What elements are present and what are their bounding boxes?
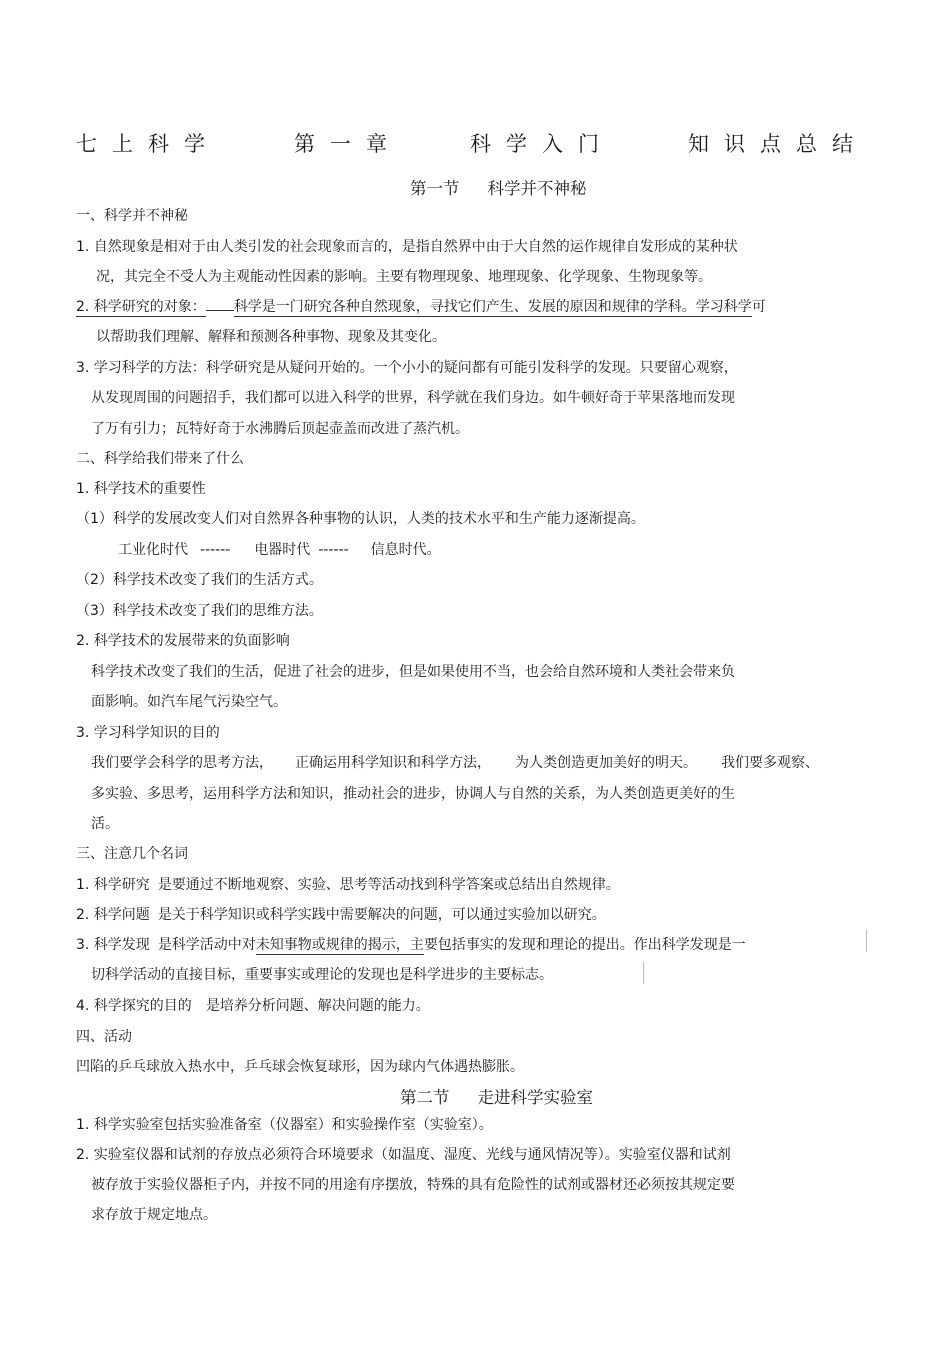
title-chapter: 第一章 <box>294 132 402 156</box>
term-4 <box>76 997 430 1015</box>
term-2-name: 2. 科学问题 <box>76 907 150 923</box>
sub-3-line-2: 多实验、多思考，运用科学方法和知识，推动社会的进步，协调人与自然的关系，为人类创造更美好的生 <box>91 786 735 802</box>
item-2-underlined-text: 科学是一门研究各种自然现象，寻找它们产生、发展的原因和规律的学科。学习科学 <box>233 299 752 315</box>
term-3-underlined-text: 未知事物或规律的揭示，主 <box>255 937 424 953</box>
scan-mark-1 <box>866 930 867 952</box>
title-subject: 七上科学 <box>76 132 220 156</box>
section-1-heading <box>410 175 587 199</box>
era-information: 信息时代。 <box>370 542 441 558</box>
term-4-name: 4. 科学探究的目的 <box>76 998 192 1014</box>
term-2 <box>76 906 606 924</box>
term-3-line-2: 切科学活动的直接目标，重要事实或理论的发现也是科学进步的主要标志。 <box>91 967 553 983</box>
sub-1-point-1: （1）科学的发展改变人们对自然界各种事物的认识，人类的技术水平和生产能力逐渐提高。 <box>76 511 645 527</box>
lab-item-2-line-3: 求存放于规定地点。 <box>91 1207 217 1223</box>
sub-3-part-d: 我们要多观察、 <box>721 755 819 771</box>
section-1-name: 科学并不神秘 <box>487 179 587 198</box>
term-1-definition: 是要通过不断地观察、实验、思考等活动找到科学答案或总结出自然规律。 <box>157 877 620 893</box>
item-3-line-2: 从发现周围的问题招手，我们都可以进入科学的世界，科学就在我们身边。如牛顿好奇于苹果落地而发现 <box>91 390 735 406</box>
era-electric: 电器时代 <box>254 542 311 558</box>
lab-item-1: 1. 科学实验室包括实验准备室（仪器室）和实验操作室（实验室）。 <box>76 1117 493 1133</box>
term-3-line-1 <box>76 936 746 954</box>
sub-1-heading: 1. 科学技术的重要性 <box>76 481 206 497</box>
document-title <box>76 128 876 156</box>
lab-item-2-line-2: 被存放于实验仪器柜子内，并按不同的用途有序摆放，特殊的具有危险性的试剂或器材还必须按其规定要 <box>91 1177 735 1193</box>
term-1 <box>76 876 620 894</box>
sub-3-line-1 <box>91 754 819 772</box>
section-2-label: 第二节 <box>400 1088 450 1107</box>
section-2-heading <box>400 1084 593 1108</box>
era-dash-1: ------ <box>200 542 231 558</box>
item-2-line-2: 以帮助我们理解、解释和预测各种事物、现象及其变化。 <box>96 329 446 345</box>
heading-2: 二、科学给我们带来了什么 <box>76 451 244 467</box>
sub-3-part-b: 正确运用科学知识和科学方法， <box>295 755 491 771</box>
term-3-name: 3. 科学发现 <box>76 937 150 953</box>
sub-2-heading: 2. 科学技术的发展带来的负面影响 <box>76 633 290 649</box>
sub-3-part-c: 为人类创造更加美好的明天。 <box>515 755 697 771</box>
heading-3: 三、注意几个名词 <box>76 846 188 862</box>
item-1-line-2: 况，其完全不受人为主观能动性因素的影响。主要有物理现象、地理现象、化学现象、生物现象等。 <box>96 269 712 285</box>
sub-1-point-2: （2）科学技术改变了我们的生活方式。 <box>76 572 323 588</box>
item-3-line-1: 3. 学习科学的方法：科学研究是从疑问开始的。一个小小的疑问都有可能引发科学的发现。只要留心观察， <box>76 360 738 376</box>
term-3-part-c: 要包括事实的发现和理论的提出。作出科学发现是一 <box>423 937 746 953</box>
heading-1: 一、科学并不神秘 <box>76 208 188 224</box>
heading-4: 四、活动 <box>76 1029 132 1045</box>
sub-2-line-2: 面影响。如汽车尾气污染空气。 <box>91 694 287 710</box>
era-dash-2: ------ <box>318 542 349 558</box>
scan-mark-2 <box>643 962 644 984</box>
lab-item-2-line-1: 2. 实验室仪器和试剂的存放点必须符合环境要求（如温度、湿度、光线与通风情况等）。实验室仪器和试剂 <box>76 1147 731 1163</box>
item-3-line-3: 了万有引力；瓦特好奇于水沸腾后顶起壶盖而改进了蒸汽机。 <box>91 421 469 437</box>
era-line <box>118 541 441 559</box>
title-chapter-name: 科学入门 <box>470 132 614 156</box>
term-2-definition: 是关于科学知识或科学实践中需要解决的问题，可以通过实验加以研究。 <box>157 907 606 923</box>
item-1-line-1: 1. 自然现象是相对于由人类引发的社会现象而言的，是指自然界中由于大自然的运作规律自发形成的某种状 <box>76 239 738 255</box>
era-industrial: 工业化时代 <box>118 542 188 558</box>
section-2-name: 走进科学实验室 <box>477 1088 593 1107</box>
activity-text: 凹陷的乒乓球放入热水中，乒乓球会恢复球形，因为球内气体遇热膨胀。 <box>76 1059 524 1075</box>
sub-3-heading: 3. 学习科学知识的目的 <box>76 725 220 741</box>
item-2-line-1 <box>76 298 766 316</box>
term-4-definition: 是培养分析问题、解决问题的能力。 <box>205 998 430 1014</box>
item-2-label: 2. 科学研究的对象： <box>76 299 206 315</box>
item-2-tail: 可 <box>751 299 766 315</box>
title-summary: 知识点总结 <box>688 132 868 156</box>
term-3-part-a: 是科学活动中对 <box>157 937 256 953</box>
section-1-label: 第一节 <box>410 179 460 198</box>
sub-3-part-a: 我们要学会科学的思考方法， <box>91 755 273 771</box>
sub-2-line-1: 科学技术改变了我们的生活，促进了社会的进步，但是如果使用不当，也会给自然环境和人类社会带来负 <box>91 664 735 680</box>
sub-3-line-3: 活。 <box>91 816 119 832</box>
sub-1-point-3: （3）科学技术改变了我们的思维方法。 <box>76 603 323 619</box>
term-1-name: 1. 科学研究 <box>76 877 150 893</box>
